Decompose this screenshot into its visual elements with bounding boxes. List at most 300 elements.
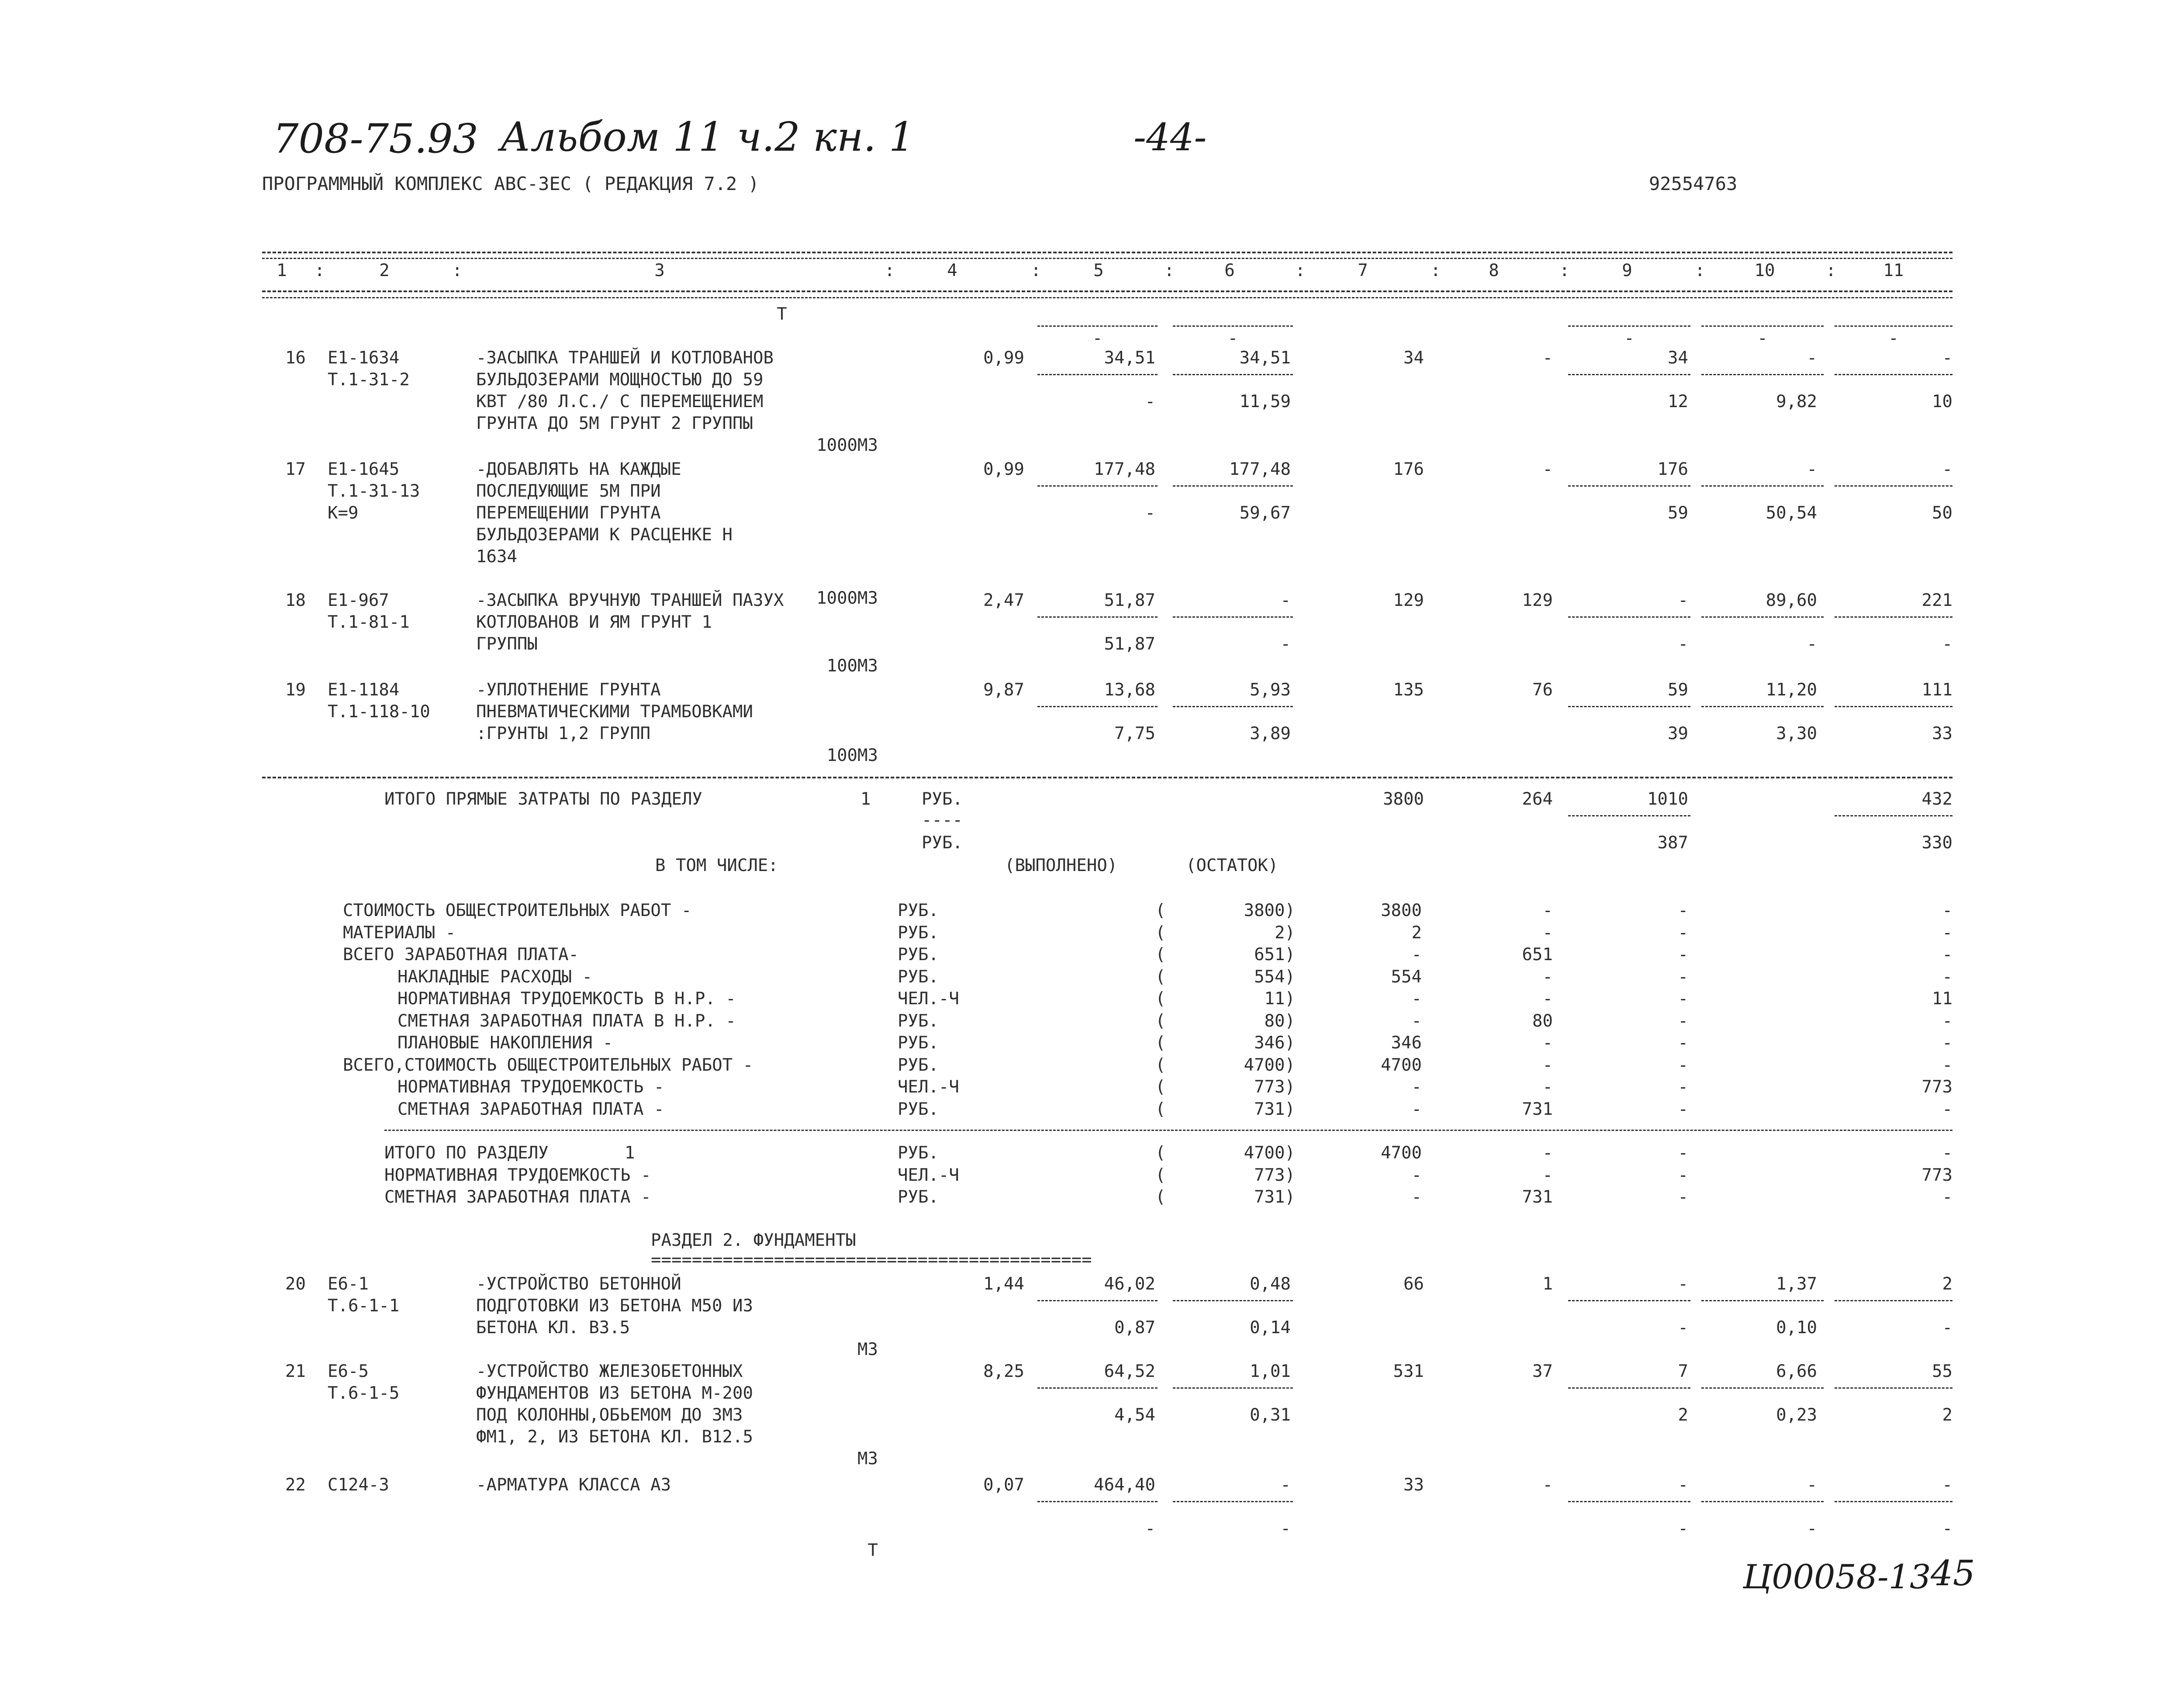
column-header-9: 9 bbox=[1622, 261, 1632, 280]
summary-unit: РУБ. bbox=[898, 967, 939, 987]
handwritten-page: 45 bbox=[1931, 1553, 1975, 1594]
summary-value: 651) bbox=[1254, 945, 1295, 965]
rule-summary-end bbox=[384, 1130, 1952, 1131]
rule-cell bbox=[1835, 616, 1952, 618]
rule-cell bbox=[1568, 706, 1690, 707]
cell-c6: 34,51 bbox=[1239, 348, 1291, 368]
item-code: Е6-1 bbox=[328, 1274, 369, 1294]
summary-value: 2) bbox=[1275, 923, 1295, 943]
cell-c5: 64,52 bbox=[1104, 1362, 1155, 1381]
summary-c11: - bbox=[1942, 1099, 1952, 1119]
column-header-6: 6 bbox=[1224, 261, 1235, 280]
totals-direct-section: 1 bbox=[860, 789, 871, 809]
item-description: -УСТРОЙСТВО БЕТОННОЙ bbox=[476, 1274, 681, 1294]
rule-cell bbox=[1568, 1387, 1690, 1389]
column-header-1: 1 bbox=[276, 261, 287, 280]
item-code: С124-3 bbox=[328, 1475, 389, 1495]
summary-c7: 346 bbox=[1391, 1033, 1422, 1053]
cell-c6: 1,01 bbox=[1250, 1362, 1291, 1381]
rule-cell bbox=[1568, 1300, 1690, 1301]
summary-value: 731) bbox=[1254, 1187, 1295, 1207]
rule-cell bbox=[1173, 616, 1293, 618]
item-description: КВТ /80 Л.С./ С ПЕРЕМЕЩЕНИЕМ bbox=[476, 392, 764, 411]
cell-c4: 8,25 bbox=[983, 1362, 1024, 1381]
item-description: ПЕРЕМЕЩЕНИИ ГРУНТА bbox=[476, 503, 661, 523]
cell-c9: 59 bbox=[1668, 680, 1688, 700]
rule-cell bbox=[1173, 374, 1293, 375]
rule-cell bbox=[1701, 1501, 1824, 1502]
cell-c5: 464,40 bbox=[1094, 1475, 1155, 1495]
rule-cell bbox=[1568, 815, 1690, 816]
cell-c5: 34,51 bbox=[1104, 348, 1155, 368]
summary-unit: ЧЕЛ.-Ч bbox=[898, 989, 959, 1009]
cell-sub-c9: 59 bbox=[1668, 503, 1688, 523]
summary-c7: - bbox=[1411, 1099, 1422, 1119]
cell-c10: 6,66 bbox=[1776, 1362, 1817, 1381]
unit-label: 1000М3 bbox=[816, 436, 878, 455]
summary-unit: РУБ. bbox=[898, 1187, 939, 1207]
item-description: КОТЛОВАНОВ И ЯМ ГРУНТ 1 bbox=[476, 612, 712, 632]
cell-sub-c11: 10 bbox=[1932, 392, 1952, 411]
summary-c9: - bbox=[1678, 901, 1688, 920]
summary-c11: - bbox=[1942, 1187, 1952, 1207]
rule-cell bbox=[1835, 1387, 1952, 1389]
column-separator: : bbox=[1031, 261, 1041, 280]
summary-c8: - bbox=[1542, 1165, 1553, 1185]
cell-sub-c10: - bbox=[1807, 634, 1817, 654]
cell-c8: - bbox=[1542, 460, 1553, 479]
rule-cell bbox=[1173, 485, 1293, 487]
summary-c11: - bbox=[1942, 923, 1952, 943]
summary-unit: ЧЕЛ.-Ч bbox=[898, 1165, 959, 1185]
unit-label: М3 bbox=[857, 1340, 878, 1359]
cell-c7: 33 bbox=[1403, 1475, 1424, 1495]
summary-value: 773) bbox=[1254, 1077, 1295, 1097]
rule-cell bbox=[1173, 1387, 1293, 1389]
summary-c7: 2 bbox=[1411, 923, 1422, 943]
cell-c9: 34 bbox=[1668, 348, 1688, 368]
summary-label: ПЛАНОВЫЕ НАКОПЛЕНИЯ - bbox=[397, 1033, 613, 1053]
item-reference: Т.1-118-10 bbox=[328, 702, 430, 722]
totals-direct-sub-c11: 330 bbox=[1921, 833, 1952, 853]
summary-c9: - bbox=[1678, 1165, 1688, 1185]
rule-sub bbox=[1835, 325, 1952, 327]
unit-label: 100М3 bbox=[826, 656, 878, 676]
column-separator: : bbox=[1559, 261, 1570, 280]
summary-label: ИТОГО ПО РАЗДЕЛУ bbox=[384, 1143, 549, 1163]
column-header-5: 5 bbox=[1093, 261, 1104, 280]
column-header-4: 4 bbox=[947, 261, 957, 280]
item-description: ФУНДАМЕНТОВ ИЗ БЕТОНА М-200 bbox=[476, 1383, 753, 1403]
summary-c8: - bbox=[1542, 967, 1553, 987]
rule-cell bbox=[1835, 1501, 1952, 1502]
cell-sub-c11: - bbox=[1942, 1519, 1952, 1539]
summary-c8: - bbox=[1542, 1033, 1553, 1053]
cell-c7: 129 bbox=[1393, 591, 1424, 610]
dash-mark: - bbox=[1624, 328, 1635, 348]
item-description: ГРУНТА ДО 5М ГРУНТ 2 ГРУППЫ bbox=[476, 414, 753, 433]
rule-top-2 bbox=[262, 258, 1952, 259]
summary-unit: РУБ. bbox=[898, 1099, 939, 1119]
cell-c6: - bbox=[1280, 1475, 1291, 1495]
totals-direct-dashes: ---- bbox=[922, 810, 963, 830]
cell-c10: 89,60 bbox=[1766, 591, 1817, 610]
cell-c10: 1,37 bbox=[1776, 1274, 1817, 1294]
cell-c10: - bbox=[1807, 460, 1817, 479]
rule-cell bbox=[1037, 1501, 1158, 1502]
summary-value: 346) bbox=[1254, 1033, 1295, 1053]
summary-c7: 3800 bbox=[1381, 901, 1422, 920]
rule-cell bbox=[1568, 616, 1690, 618]
rule-cell bbox=[1037, 1300, 1158, 1301]
item-description: ФМ1, 2, ИЗ БЕТОНА КЛ. В12.5 bbox=[476, 1427, 753, 1447]
rule-cell bbox=[1835, 1300, 1952, 1301]
column-header-7: 7 bbox=[1358, 261, 1368, 280]
rule-sub bbox=[1037, 325, 1158, 327]
summary-c9: - bbox=[1678, 1099, 1688, 1119]
rule-cell bbox=[1835, 374, 1952, 375]
cell-sub-c6: 3,89 bbox=[1250, 724, 1291, 743]
item-number: 22 bbox=[285, 1475, 306, 1495]
summary-c7: - bbox=[1411, 1077, 1422, 1097]
cell-sub-c11: 50 bbox=[1932, 503, 1952, 523]
summary-label: НАКЛАДНЫЕ РАСХОДЫ - bbox=[397, 967, 593, 987]
cell-c10: - bbox=[1807, 348, 1817, 368]
item-description: ПОД КОЛОННЫ,ОБЬЕМОМ ДО 3М3 bbox=[476, 1405, 743, 1425]
rule-cell bbox=[1037, 374, 1158, 375]
cell-sub-c11: - bbox=[1942, 634, 1952, 654]
cell-sub-c6: 59,67 bbox=[1239, 503, 1291, 523]
item-description: ПОСЛЕДУЮЩИЕ 5М ПРИ bbox=[476, 481, 661, 501]
item-number: 21 bbox=[285, 1362, 306, 1381]
column-header-10: 10 bbox=[1754, 261, 1775, 280]
cell-c10: - bbox=[1807, 1475, 1817, 1495]
cell-c9: - bbox=[1678, 1475, 1688, 1495]
rule-cell bbox=[1568, 374, 1690, 375]
cell-c6: - bbox=[1280, 591, 1291, 610]
summary-c11: - bbox=[1942, 1011, 1952, 1031]
paren: ( bbox=[1155, 1165, 1166, 1185]
item-code: Е1-1634 bbox=[328, 348, 400, 368]
summary-unit: РУБ. bbox=[898, 1143, 939, 1163]
unit-label: 100М3 bbox=[826, 746, 878, 765]
rule-cell bbox=[1701, 706, 1824, 707]
column-separator: : bbox=[1695, 261, 1705, 280]
summary-label: НОРМАТИВНАЯ ТРУДОЕМКОСТЬ - bbox=[384, 1165, 651, 1185]
summary-c8: 731 bbox=[1522, 1099, 1553, 1119]
summary-c11: 773 bbox=[1921, 1077, 1952, 1097]
done-label: (ВЫПОЛНЕНО) bbox=[1005, 856, 1118, 875]
item-reference: Т.1-31-13 bbox=[328, 481, 420, 501]
dash-mark: - bbox=[1227, 328, 1238, 348]
item-description: -ЗАСЫПКА ТРАНШЕЙ И КОТЛОВАНОВ bbox=[476, 348, 774, 368]
summary-c7: 4700 bbox=[1381, 1143, 1422, 1163]
item-code: Е1-1184 bbox=[328, 680, 400, 700]
totals-direct-unit: РУБ. bbox=[922, 789, 963, 809]
paren: ( bbox=[1155, 901, 1166, 920]
cell-c4: 1,44 bbox=[983, 1274, 1024, 1294]
dash-mark: - bbox=[1092, 328, 1103, 348]
paren: ( bbox=[1155, 945, 1166, 965]
summary-c7: 554 bbox=[1391, 967, 1422, 987]
summary-c7: - bbox=[1411, 945, 1422, 965]
totals-direct-c11: 432 bbox=[1921, 789, 1952, 809]
cell-c7: 34 bbox=[1403, 348, 1424, 368]
cell-sub-c6: 0,14 bbox=[1250, 1318, 1291, 1338]
summary-c9: - bbox=[1678, 1055, 1688, 1075]
rule-cell bbox=[1568, 485, 1690, 487]
cell-sub-c10: 9,82 bbox=[1776, 392, 1817, 411]
handwritten-album: Альбом 11 ч.2 кн. 1 bbox=[500, 114, 915, 160]
rule-sub bbox=[1173, 325, 1293, 327]
cell-sub-c5: - bbox=[1145, 1519, 1155, 1539]
cell-c6: 5,93 bbox=[1250, 680, 1291, 700]
paren: ( bbox=[1155, 1099, 1166, 1119]
summary-c11: - bbox=[1942, 1055, 1952, 1075]
summary-c11: - bbox=[1942, 1033, 1952, 1053]
cell-c9: 7 bbox=[1678, 1362, 1688, 1381]
handwritten-stamp: Ц00058-13 bbox=[1743, 1557, 1931, 1596]
item-description: -ДОБАВЛЯТЬ НА КАЖДЫЕ bbox=[476, 460, 681, 479]
unit-label: 1000М3 bbox=[816, 588, 878, 608]
cell-sub-c5: 0,87 bbox=[1114, 1318, 1155, 1338]
summary-c8: - bbox=[1542, 901, 1553, 920]
cell-sub-c6: 0,31 bbox=[1250, 1405, 1291, 1425]
item-number: 20 bbox=[285, 1274, 306, 1294]
summary-c9: - bbox=[1678, 967, 1688, 987]
paren: ( bbox=[1155, 1011, 1166, 1031]
paren: ( bbox=[1155, 1143, 1166, 1163]
item-reference: Т.6-1-5 bbox=[328, 1383, 400, 1403]
cell-c9: - bbox=[1678, 591, 1688, 610]
cell-c5: 13,68 bbox=[1104, 680, 1155, 700]
summary-value: 3800) bbox=[1244, 901, 1295, 920]
cell-sub-c5: 7,75 bbox=[1114, 724, 1155, 743]
summary-c9: - bbox=[1678, 945, 1688, 965]
item-code: Е6-5 bbox=[328, 1362, 369, 1381]
summary-c9: - bbox=[1678, 1077, 1688, 1097]
doc-number: 92554763 bbox=[1649, 173, 1738, 194]
rule-header-bottom bbox=[262, 290, 1952, 292]
cell-c8: 1 bbox=[1542, 1274, 1553, 1294]
cell-sub-c9: - bbox=[1678, 1318, 1688, 1338]
dash-mark: - bbox=[1757, 328, 1768, 348]
cell-c11: - bbox=[1942, 1475, 1952, 1495]
rule-cell bbox=[1835, 706, 1952, 707]
summary-value: 554) bbox=[1254, 967, 1295, 987]
paren: ( bbox=[1155, 1077, 1166, 1097]
cell-sub-c6: - bbox=[1280, 1519, 1291, 1539]
cell-sub-c10: 0,23 bbox=[1776, 1405, 1817, 1425]
summary-value: 4700) bbox=[1244, 1143, 1295, 1163]
cell-sub-c9: 39 bbox=[1668, 724, 1688, 743]
totals-direct-sub-c9: 387 bbox=[1657, 833, 1688, 853]
summary-c11: - bbox=[1942, 901, 1952, 920]
paren: ( bbox=[1155, 923, 1166, 943]
totals-direct-c9: 1010 bbox=[1647, 789, 1688, 809]
rule-cell bbox=[1835, 815, 1952, 816]
page-number: -44- bbox=[1133, 116, 1207, 159]
summary-unit: РУБ. bbox=[898, 923, 939, 943]
item-description: БУЛЬДОЗЕРАМИ МОЩНОСТЬЮ ДО 59 bbox=[476, 370, 764, 390]
rule-sub bbox=[1568, 325, 1690, 327]
summary-unit: РУБ. bbox=[898, 945, 939, 965]
item-description: ПОДГОТОВКИ ИЗ БЕТОНА М50 ИЗ bbox=[476, 1296, 753, 1316]
summary-value: 4700) bbox=[1244, 1055, 1295, 1075]
item-description: БЕТОНА КЛ. В3.5 bbox=[476, 1318, 630, 1338]
column-separator: : bbox=[1295, 261, 1306, 280]
cell-c7: 531 bbox=[1393, 1362, 1424, 1381]
cell-c11: 111 bbox=[1921, 680, 1952, 700]
cell-c7: 176 bbox=[1393, 460, 1424, 479]
cell-c8: 76 bbox=[1532, 680, 1553, 700]
summary-c9: - bbox=[1678, 1033, 1688, 1053]
rest-label: (ОСТАТОК) bbox=[1186, 856, 1279, 875]
summary-unit: РУБ. bbox=[898, 1011, 939, 1031]
dash-mark: - bbox=[1888, 328, 1899, 348]
totals-direct-label: ИТОГО ПРЯМЫЕ ЗАТРАТЫ ПО РАЗДЕЛУ bbox=[384, 789, 702, 809]
cell-sub-c5: 4,54 bbox=[1114, 1405, 1155, 1425]
cell-c11: 2 bbox=[1942, 1274, 1952, 1294]
item-description: -АРМАТУРА КЛАССА А3 bbox=[476, 1475, 671, 1495]
rule-cell bbox=[1701, 485, 1824, 487]
cell-c11: - bbox=[1942, 460, 1952, 479]
summary-c9: - bbox=[1678, 1143, 1688, 1163]
paren: ( bbox=[1155, 967, 1166, 987]
item-number: 16 bbox=[285, 348, 306, 368]
summary-c8: 80 bbox=[1532, 1011, 1553, 1031]
paren: ( bbox=[1155, 1187, 1166, 1207]
column-separator: : bbox=[452, 261, 463, 280]
rule-cell bbox=[1701, 1300, 1824, 1301]
cell-sub-c5: - bbox=[1145, 503, 1155, 523]
summary-label: СМЕТНАЯ ЗАРАБОТНАЯ ПЛАТА - bbox=[397, 1099, 664, 1119]
summary-c11: - bbox=[1942, 945, 1952, 965]
cell-c10: 11,20 bbox=[1766, 680, 1817, 700]
cell-c6: 177,48 bbox=[1229, 460, 1291, 479]
rule-section-end bbox=[262, 777, 1952, 778]
cell-c4: 2,47 bbox=[983, 591, 1024, 610]
totals-direct-unit-2: РУБ. bbox=[922, 833, 963, 853]
cell-sub-c10: 3,30 bbox=[1776, 724, 1817, 743]
cell-c4: 0,99 bbox=[983, 460, 1024, 479]
cell-c8: 129 bbox=[1522, 591, 1553, 610]
cell-sub-c11: 2 bbox=[1942, 1405, 1952, 1425]
cell-sub-c6: - bbox=[1280, 634, 1291, 654]
cell-sub-c10: 50,54 bbox=[1766, 503, 1817, 523]
rule-top bbox=[262, 252, 1952, 253]
column-header-8: 8 bbox=[1489, 261, 1499, 280]
unit-label: М3 bbox=[857, 1449, 878, 1469]
cell-c8: 37 bbox=[1532, 1362, 1553, 1381]
summary-value: 11) bbox=[1264, 989, 1295, 1009]
rule-cell bbox=[1701, 374, 1824, 375]
cell-c5: 51,87 bbox=[1104, 591, 1155, 610]
rule-cell bbox=[1037, 706, 1158, 707]
cell-c7: 66 bbox=[1403, 1274, 1424, 1294]
rule-header-bottom-2 bbox=[262, 297, 1952, 298]
summary-unit: РУБ. bbox=[898, 901, 939, 920]
cell-c11: - bbox=[1942, 348, 1952, 368]
cell-c9: 176 bbox=[1657, 460, 1688, 479]
summary-value: 773) bbox=[1254, 1165, 1295, 1185]
item-description: ПНЕВМАТИЧЕСКИМИ ТРАМБОВКАМИ bbox=[476, 702, 753, 722]
summary-c11: 11 bbox=[1932, 989, 1952, 1009]
summary-value: 80) bbox=[1264, 1011, 1295, 1031]
summary-c7: - bbox=[1411, 989, 1422, 1009]
rule-cell bbox=[1037, 616, 1158, 618]
rule-sub bbox=[1701, 325, 1824, 327]
summary-value: 731) bbox=[1254, 1099, 1295, 1119]
item-code: Е1-967 bbox=[328, 591, 389, 610]
unit-label: Т bbox=[867, 1541, 878, 1560]
summary-c9: - bbox=[1678, 1011, 1688, 1031]
item-description: -УСТРОЙСТВО ЖЕЛЕЗОБЕТОННЫХ bbox=[476, 1362, 743, 1381]
paren: ( bbox=[1155, 1033, 1166, 1053]
cell-sub-c11: - bbox=[1942, 1318, 1952, 1338]
cell-sub-c10: - bbox=[1807, 1519, 1817, 1539]
totals-direct-c7: 3800 bbox=[1383, 789, 1424, 809]
summary-c7: 4700 bbox=[1381, 1055, 1422, 1075]
item-reference: Т.1-31-2 bbox=[328, 370, 410, 390]
summary-c11: 773 bbox=[1921, 1165, 1952, 1185]
summary-unit: ЧЕЛ.-Ч bbox=[898, 1077, 959, 1097]
item-description: ГРУППЫ bbox=[476, 634, 538, 654]
item-description: -ЗАСЫПКА ВРУЧНУЮ ТРАНШЕЙ ПАЗУХ bbox=[476, 591, 784, 610]
column-separator: : bbox=[1164, 261, 1175, 280]
summary-c7: - bbox=[1411, 1165, 1422, 1185]
column-header-3: 3 bbox=[654, 261, 665, 280]
cell-c7: 135 bbox=[1393, 680, 1424, 700]
item-coefficient: К=9 bbox=[328, 503, 359, 523]
summary-unit: РУБ. bbox=[898, 1055, 939, 1075]
summary-c9: - bbox=[1678, 989, 1688, 1009]
rule-cell bbox=[1173, 1501, 1293, 1502]
summary-c11: - bbox=[1942, 1143, 1952, 1163]
item-reference: Т.1-81-1 bbox=[328, 612, 410, 632]
summary-label: СМЕТНАЯ ЗАРАБОТНАЯ ПЛАТА В Н.Р. - bbox=[397, 1011, 736, 1031]
totals-direct-c8: 264 bbox=[1522, 789, 1553, 809]
summary-c9: - bbox=[1678, 923, 1688, 943]
item-description: БУЛЬДОЗЕРАМИ К РАСЦЕНКЕ Н bbox=[476, 525, 733, 545]
summary-c8: - bbox=[1542, 1055, 1553, 1075]
summary-label: НОРМАТИВНАЯ ТРУДОЕМКОСТЬ - bbox=[397, 1077, 664, 1097]
cell-sub-c9: 2 bbox=[1678, 1405, 1688, 1425]
column-header-11: 11 bbox=[1883, 261, 1904, 280]
item-description: -УПЛОТНЕНИЕ ГРУНТА bbox=[476, 680, 661, 700]
rule-cell bbox=[1173, 706, 1293, 707]
summary-c9: - bbox=[1678, 1187, 1688, 1207]
cell-sub-c5: 51,87 bbox=[1104, 634, 1155, 654]
summary-label: ВСЕГО,СТОИМОСТЬ ОБЩЕСТРОИТЕЛЬНЫХ РАБОТ - bbox=[343, 1055, 753, 1075]
summary-label: СТОИМОСТЬ ОБЩЕСТРОИТЕЛЬНЫХ РАБОТ - bbox=[343, 901, 692, 920]
cell-c11: 55 bbox=[1932, 1362, 1952, 1381]
item-description: :ГРУНТЫ 1,2 ГРУПП bbox=[476, 724, 651, 743]
cell-c4: 9,87 bbox=[983, 680, 1024, 700]
summary-label: ВСЕГО ЗАРАБОТНАЯ ПЛАТА- bbox=[343, 945, 579, 965]
rule-cell bbox=[1701, 616, 1824, 618]
rule-cell bbox=[1568, 1501, 1690, 1502]
item-number: 17 bbox=[285, 460, 306, 479]
rule-cell bbox=[1037, 485, 1158, 487]
summary-c8: - bbox=[1542, 1143, 1553, 1163]
program-line: ПРОГРАММНЫЙ КОМПЛЕКС АВС-3ЕС ( РЕДАКЦИЯ 7.2 ) bbox=[262, 173, 759, 194]
cell-sub-c10: 0,10 bbox=[1776, 1318, 1817, 1338]
summary-c8: - bbox=[1542, 1077, 1553, 1097]
summary-label: СМЕТНАЯ ЗАРАБОТНАЯ ПЛАТА - bbox=[384, 1187, 651, 1207]
rule-cell bbox=[1173, 1300, 1293, 1301]
paren: ( bbox=[1155, 989, 1166, 1009]
